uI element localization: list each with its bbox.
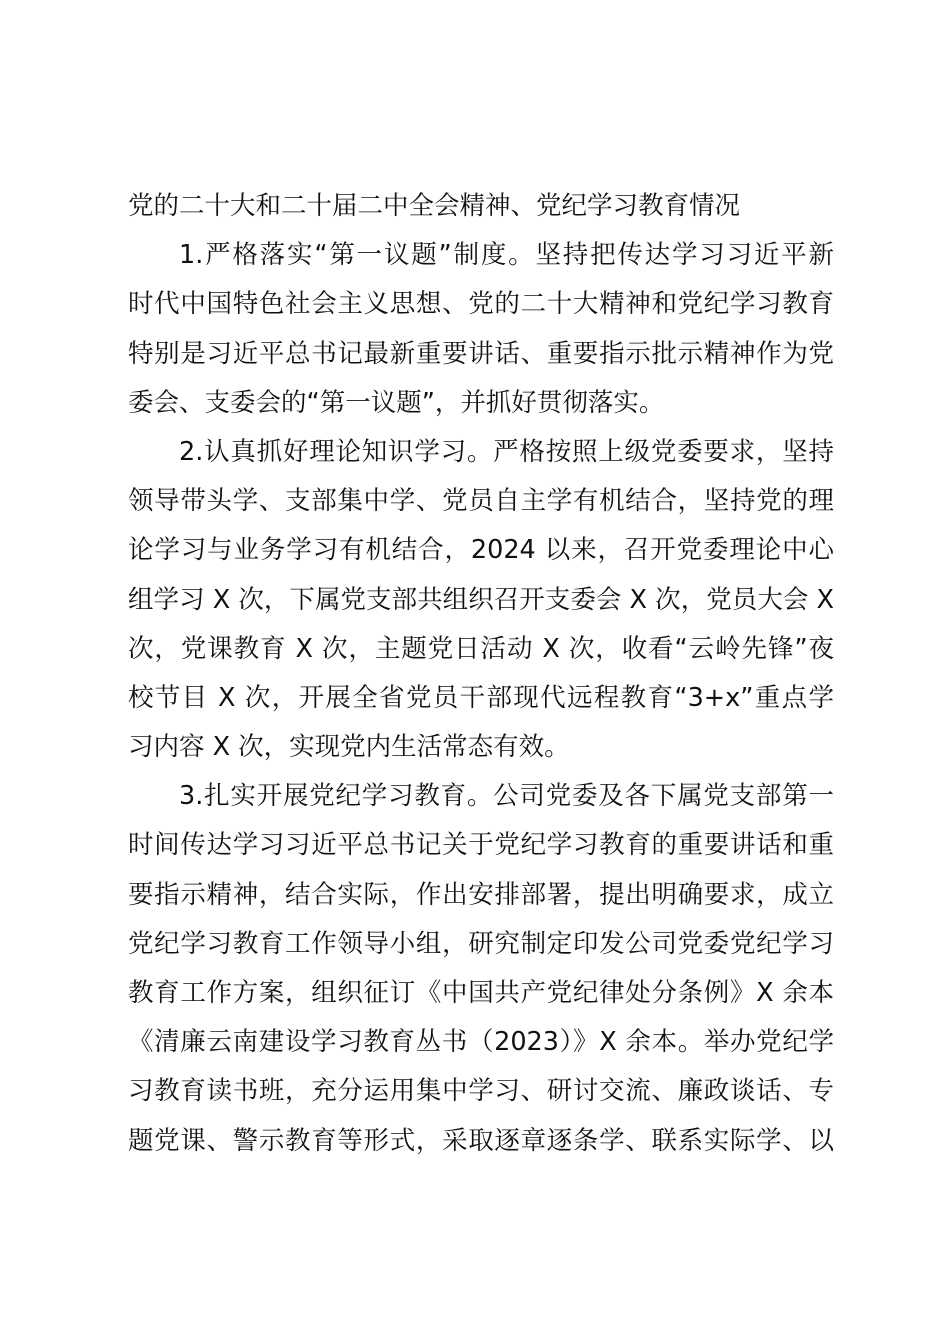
paragraph-2-line-5: 次，党课教育 X 次，主题党日活动 X 次，收看“云岭先锋”夜 — [128, 633, 834, 664]
paragraph-2-line-3: 论学习与业务学习有机结合，2024 以来，召开党委理论中心 — [128, 535, 834, 566]
paragraph-2-line-7: 习内容 X 次，实现党内生活常态有效。 — [128, 732, 570, 763]
paragraph-2-line-2: 领导带头学、支部集中学、党员自主学有机结合，坚持党的理 — [128, 486, 834, 517]
paragraph-3-line-7: 习教育读书班，充分运用集中学习、研讨交流、廉政谈话、专 — [128, 1076, 834, 1107]
paragraph-1-line-2: 时代中国特色社会主义思想、党的二十大精神和党纪学习教育 — [128, 289, 834, 320]
paragraph-3-line-6: 《清廉云南建设学习教育丛书（2023）》X 余本。举办党纪学 — [128, 1027, 834, 1058]
paragraph-3-line-1: 3.扎实开展党纪学习教育。公司党委及各下属党支部第一 — [179, 781, 834, 812]
paragraph-2-line-6: 校节目 X 次，开展全省党员干部现代远程教育“3+x”重点学 — [128, 682, 834, 713]
paragraph-3-line-2: 时间传达学习习近平总书记关于党纪学习教育的重要讲话和重 — [128, 830, 834, 861]
paragraph-1-line-4: 委会、支委会的“第一议题”，并抓好贯彻落实。 — [128, 387, 665, 418]
paragraph-3-line-3: 要指示精神，结合实际，作出安排部署，提出明确要求，成立 — [128, 879, 834, 910]
paragraph-2-line-4: 组学习 X 次，下属党支部共组织召开支委会 X 次，党员大会 X — [128, 584, 834, 615]
paragraph-1-line-3: 特别是习近平总书记最新重要讲话、重要指示批示精神作为党 — [128, 338, 834, 369]
heading-line: 党的二十大和二十届二中全会精神、党纪学习教育情况 — [128, 191, 741, 221]
paragraph-2-line-1: 2.认真抓好理论知识学习。严格按照上级党委要求，坚持 — [179, 436, 834, 467]
paragraph-1-line-1: 1.严格落实“第一议题”制度。坚持把传达学习习近平新 — [179, 240, 834, 271]
document-body — [128, 182, 834, 1166]
paragraph-3-line-4: 党纪学习教育工作领导小组，研究制定印发公司党委党纪学习 — [128, 928, 834, 959]
paragraph-3-line-5: 教育工作方案，组织征订《中国共产党纪律处分条例》X 余本 — [128, 978, 834, 1008]
paragraph-3-line-8: 题党课、警示教育等形式，采取逐章逐条学、联系实际学、以 — [128, 1125, 834, 1156]
